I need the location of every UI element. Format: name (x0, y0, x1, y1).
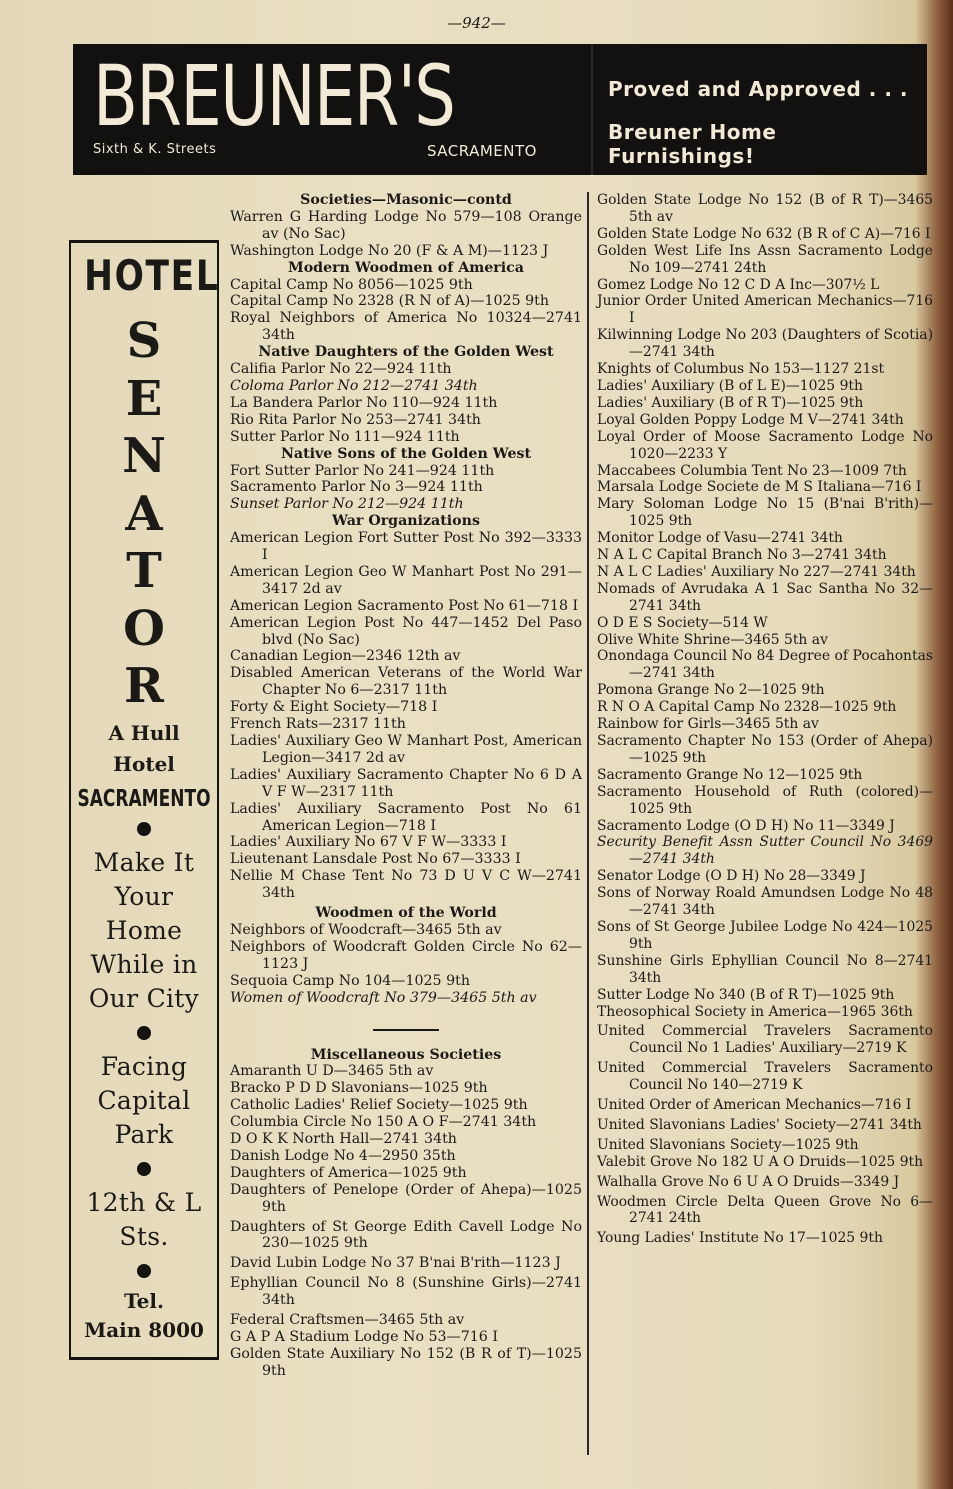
directory-entry: American Legion Fort Sutter Post No 392—3333 I (230, 530, 582, 564)
senator-letter: R (124, 658, 164, 714)
directory-entry: Bracko P D D Slavonians—1025 9th (230, 1080, 488, 1097)
directory-entry: Sequoia Camp No 104—1025 9th (230, 972, 470, 989)
directory-entry: American Legion Sacramento Post No 61—718 I (230, 597, 579, 614)
banner-tagline-2: Breuner Home Furnishings! (608, 120, 777, 168)
directory-entry: Young Ladies' Institute No 17—1025 9th (597, 1230, 883, 1247)
senator-letter: O (123, 600, 165, 657)
directory-entry: United Order of American Mechanics—716 I (597, 1097, 912, 1114)
directory-entry: Senator Lodge (O D H) No 28—3349 J (597, 868, 866, 885)
directory-entry: Amaranth U D—3465 5th av (230, 1063, 434, 1080)
directory-entry: Security Benefit Assn Sutter Council No 3469—2741 34th (597, 834, 933, 868)
section-heading: Societies—Masonic—contd (300, 192, 512, 208)
hotel-city: SACRAMENTO (77, 785, 211, 812)
directory-entry: Sunset Parlor No 212—924 11th (230, 496, 464, 513)
directory-entry: Golden State Auxiliary No 152 (B R of T)—1025 9th (230, 1345, 582, 1379)
directory-entry: Golden State Lodge No 152 (B of R T)—3465 5th av (597, 192, 933, 225)
directory-entry: Sacramento Household of Ruth (colored)—1025 9th (597, 783, 933, 817)
directory-entry: Valebit Grove No 182 U A O Druids—1025 9th (597, 1153, 924, 1170)
directory-entry: Rainbow for Girls—3465 5th av (597, 716, 819, 733)
banner-divider (591, 44, 593, 175)
bullet-dot-icon (137, 1026, 151, 1040)
directory-entry: D O K K North Hall—2741 34th (230, 1131, 457, 1148)
directory-entry: Ephyllian Council No 8 (Sunshine Girls)—2741 34th (230, 1275, 582, 1309)
directory-entry: Pomona Grange No 2—1025 9th (597, 682, 825, 699)
directory-column-left (230, 192, 582, 1380)
directory-entry: Kilwinning Lodge No 203 (Daughters of Scotia)—2741 34th (597, 327, 933, 361)
senator-letter: A (125, 485, 163, 542)
hull-hotel-line-2: Hotel (113, 751, 175, 776)
directory-entry: Monitor Lodge of Vasu—2741 34th (597, 530, 843, 547)
directory-column-right (597, 192, 933, 1247)
section-heading: Modern Woodmen of America (287, 259, 524, 276)
directory-entry: Washington Lodge No 20 (F & A M)—1123 J (230, 242, 549, 259)
directory-entry: Califia Parlor No 22—924 11th (230, 361, 452, 378)
senator-vertical-name (71, 313, 217, 716)
directory-entry: O D E S Society—514 W (597, 614, 768, 631)
directory-entry: Capital Camp No 8056—1025 9th (230, 276, 473, 293)
bullet-dot-icon (137, 1264, 151, 1278)
directory-entry: Women of Woodcraft No 379—3465 5th av (230, 989, 537, 1006)
directory-entry: N A L C Capital Branch No 3—2741 34th (597, 547, 887, 564)
banner-city: SACRAMENTO (427, 142, 537, 160)
directory-entry: Neighbors of Woodcraft—3465 5th av (230, 921, 502, 938)
directory-entry: G A P A Stadium Lodge No 53—716 I (230, 1329, 498, 1345)
hotel-word: HOTEL (84, 251, 220, 300)
senator-letter: T (126, 543, 162, 599)
directory-entry: Sons of Norway Roald Amundsen Lodge No 48—2741 34th (597, 885, 933, 919)
directory-entry: Walhalla Grove No 6 U A O Druids—3349 J (597, 1173, 900, 1190)
hotel-senator-advertisement (69, 240, 219, 1360)
directory-entry: Sunshine Girls Ephyllian Council No 8—2741 34th (597, 952, 933, 986)
directory-entry: Lieutenant Lansdale Post No 67—3333 I (230, 851, 521, 868)
location-line: Capital (97, 1085, 191, 1115)
section-heading: Woodmen of the World (315, 905, 497, 922)
hotel-address-line: 12th & L (86, 1187, 202, 1217)
directory-entry: Sutter Lodge No 340 (B of R T)—1025 9th (597, 986, 895, 1003)
directory-entry: United Commercial Travelers Sacramento Council No 1 Ladies' Auxiliary—2719 K (597, 1023, 933, 1057)
location-line: Facing (100, 1051, 188, 1081)
directory-entry: Ladies' Auxiliary Geo W Manhart Post, American Legion—3417 2d av (230, 733, 582, 766)
directory-entry: Junior Order United American Mechanics—716 I (597, 293, 933, 327)
directory-entry: Columbia Circle No 150 A O F—2741 34th (230, 1114, 537, 1131)
directory-entry: Nomads of Avrudaka A 1 Sac Santha No 32—2741 34th (597, 580, 933, 614)
directory-entry: Olive White Shrine—3465 5th av (597, 631, 828, 648)
directory-entry: Canadian Legion—2346 12th av (230, 648, 461, 665)
slogan-line: Our City (88, 983, 200, 1013)
senator-letter: S (126, 313, 162, 369)
directory-entry: Maccabees Columbia Tent No 23—1009 7th (597, 462, 907, 479)
directory-entry: Forty & Eight Society—718 I (230, 699, 438, 716)
directory-entry: Sacramento Grange No 12—1025 9th (597, 766, 863, 783)
hotel-address-line: Sts. (119, 1221, 169, 1251)
section-separator-rule (373, 1029, 439, 1031)
section-heading: Miscellaneous Societies (310, 1046, 502, 1063)
section-heading: Native Sons of the Golden West (280, 445, 532, 462)
directory-entry: Knights of Columbus No 153—1127 21st (597, 361, 885, 378)
directory-entry: Neighbors of Woodcraft Golden Circle No 62—1123 J (230, 938, 582, 972)
hull-hotel-line-1: A Hull (108, 720, 180, 745)
column-divider (587, 192, 589, 1455)
directory-entry: Catholic Ladies' Relief Society—1025 9th (230, 1097, 528, 1114)
page-number: —942— (447, 14, 506, 32)
bullet-dot-icon (137, 822, 151, 836)
directory-entry: Ladies' Auxiliary Sacramento Post No 61 American Legion—718 I (230, 800, 582, 834)
directory-entry: United Slavonians Ladies' Society—2741 34th (597, 1116, 922, 1133)
directory-entry: Golden State Lodge No 632 (B R of C A)—716 I (597, 225, 931, 242)
directory-entry: Fort Sutter Parlor No 241—924 11th (230, 462, 495, 479)
directory-entry: Rio Rita Parlor No 253—2741 34th (230, 411, 481, 428)
directory-entry: Nellie M Chase Tent No 73 D U V C W—2741 34th (230, 868, 582, 902)
slogan-line: Your (114, 881, 174, 911)
directory-entry: Federal Craftsmen—3465 5th av (230, 1312, 465, 1329)
slogan-line: While in (90, 949, 198, 979)
directory-entry: Gomez Lodge No 12 C D A Inc—307½ L (597, 276, 880, 293)
directory-entry: Sons of St George Jubilee Lodge No 424—1025 9th (597, 918, 933, 952)
senator-letter: E (125, 370, 163, 427)
directory-entry: Marsala Lodge Societe de M S Italiana—716 I (597, 479, 922, 496)
directory-entry: Sutter Parlor No 111—924 11th (230, 428, 460, 445)
directory-entry: Capital Camp No 2328 (R N of A)—1025 9th (230, 293, 549, 310)
directory-entry: Sacramento Chapter No 153 (Order of Ahepa)—1025 9th (597, 733, 933, 766)
slogan-line: Make It (93, 847, 195, 877)
directory-entry: Ladies' Auxiliary Sacramento Chapter No 6 D A V F W—2317 11th (230, 766, 582, 800)
directory-entry: Sacramento Lodge (O D H) No 11—3349 J (597, 817, 895, 834)
directory-entry: Mary Soloman Lodge No 15 (B'nai B'rith)—1025 9th (597, 496, 933, 530)
directory-entry: Ladies' Auxiliary (B of R T)—1025 9th (597, 394, 864, 411)
directory-entry: N A L C Ladies' Auxiliary No 227—2741 34th (597, 563, 916, 580)
location-line: Park (114, 1119, 174, 1149)
directory-entry: Ladies' Auxiliary (B of L E)—1025 9th (597, 377, 863, 394)
directory-entry: R N O A Capital Camp No 2328—1025 9th (597, 699, 897, 716)
directory-entry: Loyal Golden Poppy Lodge M V—2741 34th (597, 411, 904, 428)
slogan-line: Home (105, 915, 183, 945)
directory-entry: Danish Lodge No 4—2950 35th (230, 1147, 456, 1164)
directory-entry: Coloma Parlor No 212—2741 34th (230, 377, 478, 394)
directory-entry: Daughters of Penelope (Order of Ahepa)—1025 9th (230, 1181, 582, 1215)
directory-entry: Woodmen Circle Delta Queen Grove No 6—2741 24th (597, 1193, 933, 1227)
directory-entry: Theosophical Society in America—1965 36th (597, 1003, 913, 1020)
hotel-telephone-number: Main 8000 (84, 1317, 204, 1342)
directory-entry: Royal Neighbors of America No 10324—2741 34th (230, 310, 582, 344)
directory-entry: La Bandera Parlor No 110—924 11th (230, 394, 498, 411)
directory-entry: Disabled American Veterans of the World War Chapter No 6—2317 11th (230, 665, 582, 699)
directory-entry: Ladies' Auxiliary No 67 V F W—3333 I (230, 834, 507, 851)
breuners-advertisement-banner (73, 44, 927, 175)
directory-entry: Loyal Order of Moose Sacramento Lodge No 1020—2233 Y (597, 428, 933, 462)
directory-entry: Onondaga Council No 84 Degree of Pocahontas—2741 34th (597, 648, 933, 682)
directory-entry: American Legion Geo W Manhart Post No 291—3417 2d av (230, 563, 582, 597)
directory-entry: Daughters of America—1025 9th (230, 1164, 467, 1181)
directory-entry: David Lubin Lodge No 37 B'nai B'rith—1123 J (230, 1255, 561, 1272)
directory-entry: Sacramento Parlor No 3—924 11th (230, 479, 483, 496)
banner-brand-name: BREUNER'S (93, 47, 455, 145)
directory-entry: American Legion Post No 447—1452 Del Paso blvd (No Sac) (230, 614, 582, 648)
section-heading: Native Daughters of the Golden West (258, 344, 554, 361)
directory-entry: Golden West Life Ins Assn Sacramento Lodge No 109—2741 24th (597, 242, 933, 276)
senator-letter: N (122, 428, 166, 484)
banner-address: Sixth & K. Streets (93, 142, 217, 157)
hotel-telephone-label: Tel. (124, 1288, 164, 1313)
directory-entry: United Slavonians Society—1025 9th (597, 1136, 859, 1153)
directory-entry: Daughters of St George Edith Cavell Lodge No 230—1025 9th (230, 1218, 582, 1252)
section-heading: War Organizations (332, 513, 480, 530)
directory-entry: French Rats—2317 11th (230, 716, 406, 733)
directory-entry: United Commercial Travelers Sacramento Council No 140—2719 K (597, 1060, 933, 1094)
directory-entry: Warren G Harding Lodge No 579—108 Orange av (No Sac) (230, 208, 582, 242)
banner-tagline-1: Proved and Approved . . . (608, 77, 908, 101)
bullet-dot-icon (137, 1162, 151, 1176)
